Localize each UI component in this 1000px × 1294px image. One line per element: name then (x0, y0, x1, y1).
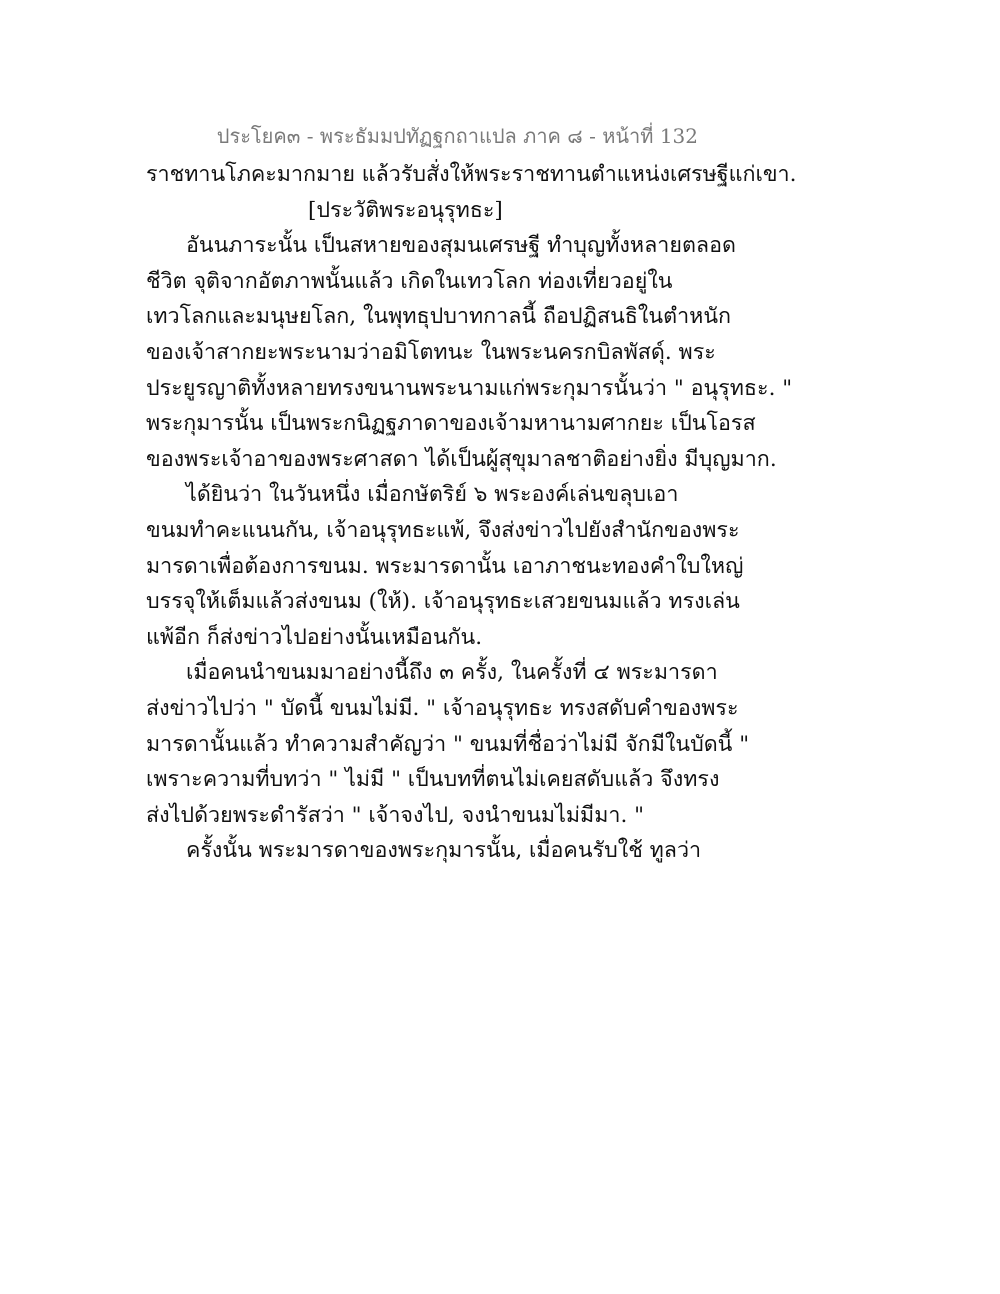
text-line: ประยูรญาติทั้งหลายทรงขนานพระนามแก่พระกุมารนั้นว่า " อนุรุทธะ. " (146, 375, 793, 401)
text-line: ส่งไปด้วยพระดำรัสว่า " เจ้าจงไป, จงนำขนมไม่มีมา. " (146, 802, 645, 828)
text-line: เทวโลกและมนุษยโลก, ในพุทธุปบาทกาลนี้ ถือปฏิสนธิในตำหนัก (146, 304, 732, 330)
section-heading: [ประวัติพระอนุรุทธะ] (308, 197, 503, 223)
text-line: ของเจ้าสากยะพระนามว่าอมิโตทนะ ในพระนครกบิลพัสดุ์. พระ (146, 339, 716, 365)
running-header: ประโยค๓ - พระธัมมปทัฏฐกถาแปล ภาค ๘ - หน้าที่ 132 (216, 124, 698, 148)
text-line: พระกุมารนั้น เป็นพระกนิฏฐภาดาของเจ้ามหานามศากยะ เป็นโอรส (146, 411, 756, 437)
text-line: ราชทานโภคะมากมาย แล้วรับสั่งให้พระราชทานตำแหน่งเศรษฐีแก่เขา. (146, 162, 797, 187)
text-line: มารดาเพื่อต้องการขนม. พระมารดานั้น เอาภาชนะทองคำใบใหญ่ (146, 553, 744, 579)
text-line: มารดานั้นแล้ว ทำความสำคัญว่า " ขนมที่ชื่อว่าไม่มี จักมีในบัดนี้ " (146, 731, 750, 757)
text-line: เพราะความที่บทว่า " ไม่มี " เป็นบทที่ตนไม่เคยสดับแล้ว จึงทรง (146, 767, 720, 793)
text-line: ขนมทำคะแนนกัน, เจ้าอนุรุทธะแพ้, จึงส่งข่าวไปยังสำนักของพระ (146, 517, 740, 543)
text-line: ของพระเจ้าอาของพระศาสดา ได้เป็นผู้สุขุมาลชาติอย่างยิ่ง มีบุญมาก. (146, 446, 777, 472)
paragraph-first-line: ได้ยินว่า ในวันหนึ่ง เมื่อกษัตริย์ ๖ พระองค์เล่นขลุบเอา (186, 482, 679, 508)
text-line: ชีวิต จุติจากอัตภาพนั้นแล้ว เกิดในเทวโลก ท่องเที่ยวอยู่ใน (146, 268, 673, 294)
paragraph-first-line: อันนภาระนั้น เป็นสหายของสุมนเศรษฐี ทำบุญทั้งหลายตลอด (186, 233, 736, 259)
paragraph-first-line: ครั้งนั้น พระมารดาของพระกุมารนั้น, เมื่อคนรับใช้ ทูลว่า (186, 838, 702, 864)
body-text (146, 157, 797, 869)
paragraph-first-line: เมื่อคนนำขนมมาอย่างนี้ถึง ๓ ครั้ง, ในครั้งที่ ๔ พระมารดา (186, 660, 718, 686)
text-line: บรรจุให้เต็มแล้วส่งขนม (ให้). เจ้าอนุรุทธะเสวยขนมแล้ว ทรงเล่น (146, 589, 740, 615)
text-line: ส่งข่าวไปว่า " บัดนี้ ขนมไม่มี. " เจ้าอนุรุทธะ ทรงสดับคำของพระ (146, 695, 739, 721)
text-line: แพ้อีก ก็ส่งข่าวไปอย่างนั้นเหมือนกัน. (146, 624, 483, 650)
